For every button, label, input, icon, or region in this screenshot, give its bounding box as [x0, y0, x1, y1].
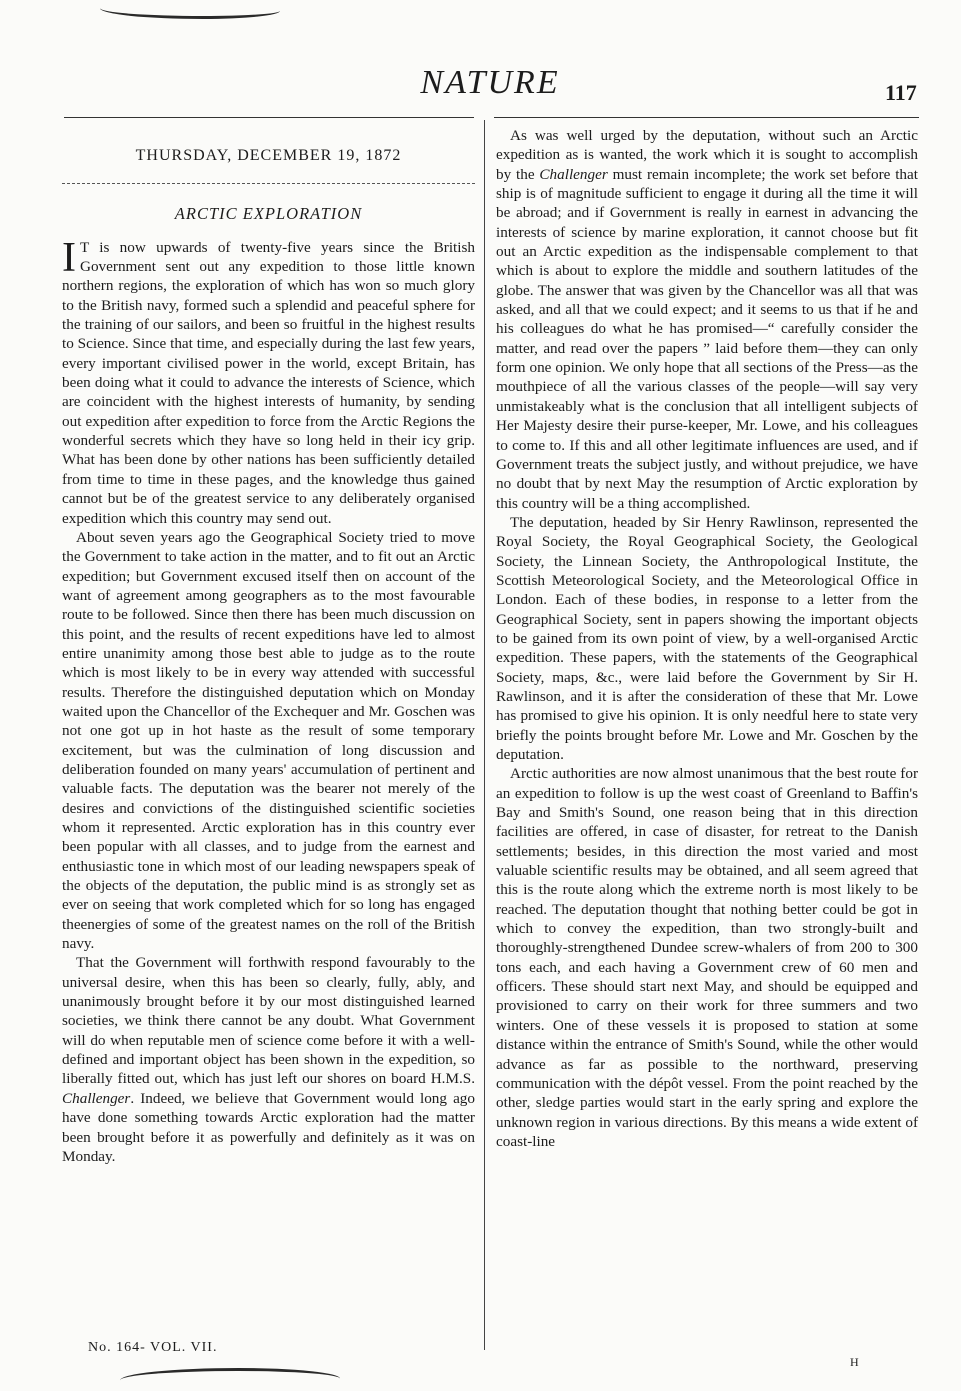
- paragraph-3-text-b: . Indeed, we believe that Government would long ago have done something towards Arctic exploration had the matter been brought before it as powerfully and definitely as it was on Monday.: [62, 1089, 475, 1165]
- right-column: [496, 126, 918, 1151]
- journal-title: NATURE: [420, 64, 560, 101]
- ship-name: Challenger: [62, 1089, 131, 1107]
- paragraph-4-text-a: As was well urged by the deputation, without such an Arctic expedition as is wanted, the work which it is sought to accomplish by the: [496, 127, 918, 183]
- paragraph-5: The deputation, headed by Sir Henry Rawlinson, represented the Royal Society, the Royal Geographical Society, the Geological Society, the Linnean Society, the Anthropological Institute, the Scottish Meteorological Society, and the Meteorological Office in London. Each of these bodies, in response to a letter from the Geographical Society, sent in papers showing the important objects to be gained from its own point of view, by a well-organised Arctic expedition. These papers, with the statements of the Geographical Society, maps, &c., were laid before the Government by Sir H. Rawlinson, and it is after the consideration of these that Mr. Lowe has promised to give his opinion. It is only needful here to state very briefly the points brought before Mr. Lowe and Mr. Goschen by the deputation.: [496, 513, 918, 763]
- paragraph-4-text-b: must remain incomplete; the work set before that ship is of magnitude sufficient to engage it during all the time it will be abroad; and if Government is really in earnest in advancing the interests of science by marine exploration, it cannot choose but fit out an Arctic expedition as the indispensable complement to that which is about to explore the middle and southern latitudes of the globe. The answer that was given by the Chancellor was all that was asked, and all that we could expect; and it seems to us that if he and his colleagues do what he has promised—“ carefully consider the matter, and read over the papers ” laid before them—they can only form one opinion. We only hope that all sections of the Press—as the mouthpiece of all the various classes of the people—will say very unmistakeably what is the conclusion that all intelligent subjects of Her Majesty desire their purse-keeper, Mr. Lowe, and his colleagues to come to. If this and all other legitimate influences are used, and if Government treats the subject justly, and without prejudice, we have no doubt that by next May the resumption of Arctic exploration by this country will be a thing accomplished.: [496, 165, 918, 512]
- ship-name: Challenger: [539, 165, 608, 183]
- drop-cap: I: [62, 234, 76, 281]
- dateline-rule: [62, 183, 475, 184]
- paragraph-4: [496, 126, 918, 513]
- paragraph-3: [62, 953, 475, 1166]
- header-rule-right: [494, 117, 919, 118]
- column-divider: [484, 120, 485, 1350]
- paragraph-3-text-a: That the Government will forthwith respond favourably to the universal desire, when this has been so clearly, fully, ably, and unanimously brought before it by our most distinguished learned societies, we think there cannot be any doubt. What Government will do when reputable men of science come before it with a well-defined and important object has been shown in the expedition, so liberally fitted out, which has just left our shores on board H.M.S.: [62, 954, 475, 1088]
- paragraph-1-text: T is now upwards of twenty-five years since the British Government sent out any expedition to those little known northern regions, the exploration of which has won so much glory to the British navy, formed such a splendid and peaceful sphere for the training of our sailors, and been so fruitful in the highest results to Science. Since that time, and especially during the last few years, every important civilised power in the world, except Britain, has been doing what it could to advance the interests of Science, which are coincident with the highest interests of humanity, by sending out expedition after expedition to force from the Arctic Regions the wonderful secrets which they have so long held in their icy grip. What has been done by other nations has been sufficiently detailed from time to time in these pages, and the knowledge thus gained cannot but be of the greatest service to any deliberately organised expedition which this country may send out.: [62, 238, 475, 527]
- scan-artifact-top: [100, 0, 280, 19]
- issue-signature: No. 164- VOL. VII.: [88, 1340, 218, 1355]
- signature-mark: H: [850, 1355, 859, 1369]
- paragraph-6: Arctic authorities are now almost unanimous that the best route for an expedition to follow is up the west coast of Greenland to Baffin's Bay and Smith's Sound, one reason being that in this direction facilities are offered, in case of disaster, for retreat to the Danish settlements; besides, in this direction the most varied and most valuable scientific results may be obtained, and all seem agreed that this is the route along which the extreme north is most likely to be reached. The deputation thought that nothing better could be got in which to convey the expedition, than two strongly-built and thoroughly-strengthened Dundee screw-whalers of from 200 to 300 tons each, and each having a Government crew of 60 men and officers. These should start next May, and should be equipped and provisioned to carry on their work for three summers and two winters. One of these vessels it is proposed to station at some distance within the entrance of Smith's Sound, while the other would advance as far as possible to the northward, preserving communication with the dépôt vessel. From the point reached by the other, sledge parties would start in the early spring and explore the unknown region in various directions. By this means a wide extent of coast-line: [496, 765, 918, 1150]
- left-column: [62, 122, 475, 1166]
- paragraph-2: About seven years ago the Geographical Society tried to move the Government to take action in the matter, and to fit out an Arctic expedition; but Government excused itself then on account of the want of agreement among geographers as to the most favourable route to be followed. Since then there has been much discussion on this point, and the results of recent expeditions have led to almost entire unanimity among those best able to judge as to the route which is most likely to be in every way attended with successful results. Therefore the distinguished deputation which on Monday waited upon the Chancellor of the Exchequer and Mr. Goschen was not one got up in hot haste as the result of some temporary excitement, but was the culmination of long discussion and deliberation founded on many years' accumulation of pertinent and valuable facts. The deputation was the bearer not merely of the desires and convictions of the distinguished scientific societies whom it represented. Arctic exploration has in this country ever been popular with all classes, and to judge from the earnest and enthusiastic tone in which most of our leading newspapers speak of the objects of the deputation, the public mind is as strongly set as ever on seeing that work completed which for so long has engaged theenergies of some of the greatest names on the roll of the British navy.: [62, 528, 475, 953]
- header-rule-left: [64, 117, 474, 118]
- dateline: THURSDAY, DECEMBER 19, 1872: [135, 147, 402, 164]
- paragraph-1: [62, 234, 475, 528]
- page-number: 117: [885, 80, 917, 105]
- article-title: ARCTIC EXPLORATION: [174, 204, 363, 224]
